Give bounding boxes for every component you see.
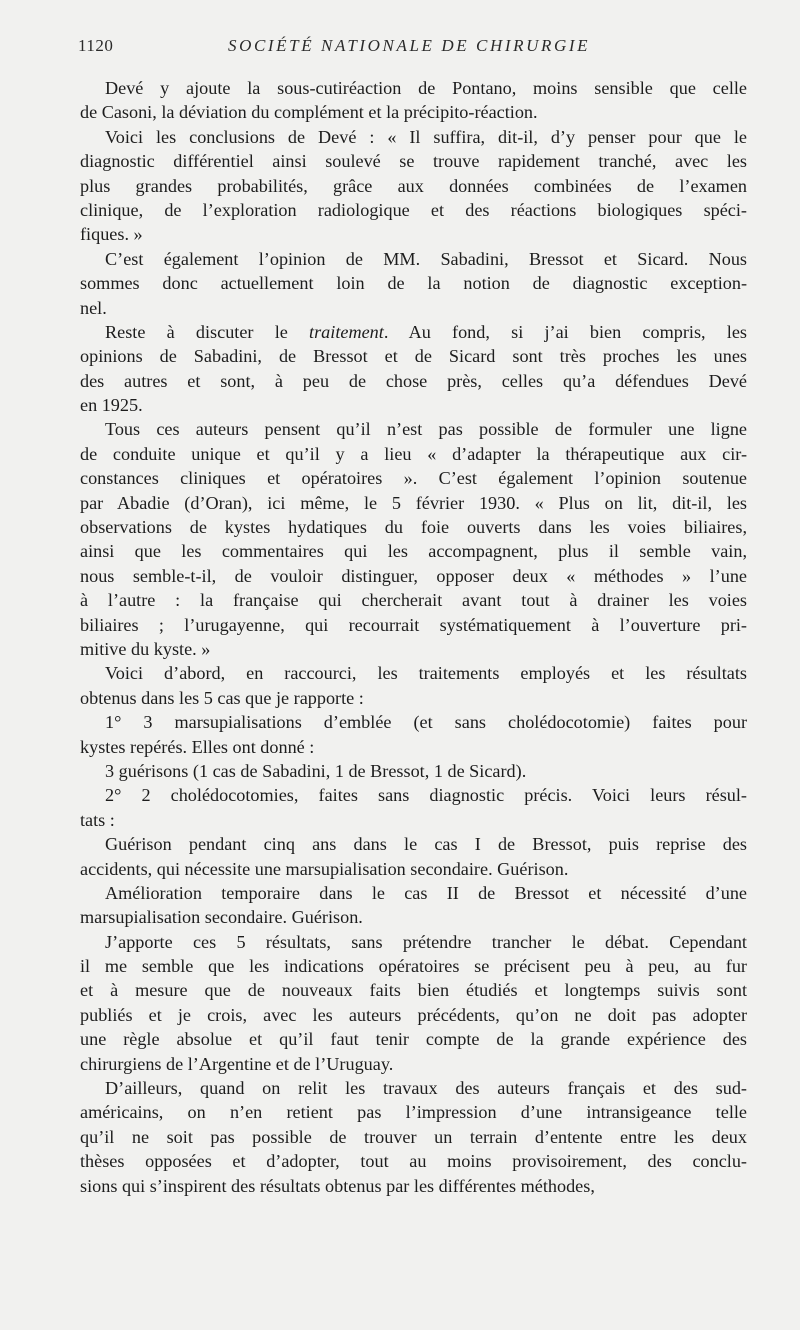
- paragraph: [80, 832, 747, 881]
- text-line: Devé y ajoute la sous-cutiréaction de Pontano, moins sensible que celle: [105, 78, 747, 98]
- text-line: Guérison pendant cinq ans dans le cas I de Bressot, puis reprise des: [105, 834, 747, 855]
- text-line: opinions de Sabadini, de Bressot et de Sicard sont très proches les unes: [80, 346, 747, 367]
- text-line: sions qui s’inspirent des résultats obtenus par les différentes méthodes,: [80, 1175, 595, 1196]
- text-line: diagnostic différentiel ainsi soulevé se trouve rapidement tranché, avec les: [80, 151, 747, 172]
- running-title: SOCIÉTÉ NATIONALE DE CHIRURGIE: [228, 36, 591, 55]
- text-line: observations de kystes hydatiques du foie ouverts dans les voies biliaires,: [80, 517, 747, 538]
- text-line: thèses opposées et d’adopter, tout au moins provisoirement, des conclu-: [80, 1151, 747, 1172]
- text-line: 3 guérisons (1 cas de Sabadini, 1 de Bressot, 1 de Sicard).: [105, 760, 527, 781]
- text-line: Voici d’abord, en raccourci, les traitements employés et les résultats: [105, 663, 747, 684]
- text-line: il me semble que les indications opératoires se précisent peu à peu, au fur: [80, 956, 747, 977]
- text-line: biliaires ; l’urugayenne, qui recourrait systématiquement à l’ouverture pri-: [80, 614, 747, 635]
- page-number: 1120: [78, 36, 114, 55]
- text-line: obtenus dans les 5 cas que je rapporte :: [80, 687, 364, 708]
- text-line: tats :: [80, 809, 115, 830]
- paragraph: [80, 247, 747, 320]
- text-line: marsupialisation secondaire. Guérison.: [80, 907, 363, 928]
- paragraph: [80, 759, 747, 783]
- text-line: de conduite unique et qu’il y a lieu « d’adapter la thérapeutique aux cir-: [80, 443, 747, 464]
- text-line: nous semble-t-il, de vouloir distinguer, opposer deux « méthodes » l’une: [80, 565, 747, 586]
- text-line: des autres et sont, à peu de chose près, celles qu’a défendues Devé: [80, 370, 747, 391]
- paragraph: [80, 661, 747, 710]
- paragraph: [80, 930, 747, 1076]
- text-line: D’ailleurs, quand on relit les travaux des auteurs français et des sud-: [105, 1078, 747, 1099]
- text-line: kystes repérés. Elles ont donné :: [80, 736, 315, 757]
- body-text: [80, 76, 747, 1198]
- paragraph: [80, 320, 747, 418]
- text-line: une règle absolue et qu’il faut tenir compte de la grande expérience des: [80, 1029, 747, 1050]
- paragraph: [80, 125, 747, 247]
- text-line: plus grandes probabilités, grâce aux données combinées de l’examen: [80, 175, 747, 196]
- text-line: en 1925.: [80, 395, 143, 416]
- text-line: 1° 3 marsupialisations d’emblée (et sans cholédocotomie) faites pour: [105, 712, 747, 733]
- paragraph: [80, 76, 747, 125]
- text-line: ainsi que les commentaires qui les accompagnent, plus il semble vain,: [80, 541, 747, 562]
- text-line: et à mesure que de nouveaux faits bien étudiés et longtemps suivis sont: [80, 980, 747, 1001]
- text-line: de Casoni, la déviation du complément et la précipito-réaction.: [80, 102, 538, 123]
- text-line: américains, on n’en retient pas l’impression d’une intransigeance telle: [80, 1102, 747, 1123]
- text-line: à l’autre : la française qui chercherait avant tout à drainer les voies: [80, 590, 747, 611]
- text-line: publiés et je crois, avec les auteurs précédents, qu’on ne doit pas adopter: [80, 1004, 747, 1025]
- text-line: Reste à discuter le traitement. Au fond, si j’ai bien compris, les: [105, 321, 747, 342]
- page-header: [78, 36, 748, 60]
- text-line: par Abadie (d’Oran), ici même, le 5 février 1930. « Plus on lit, dit-il, les: [80, 492, 747, 513]
- text-line: 2° 2 cholédocotomies, faites sans diagnostic précis. Voici leurs résul-: [105, 785, 747, 806]
- text-line: clinique, de l’exploration radiologique et des réactions biologiques spéci-: [80, 199, 747, 220]
- text-line: nel.: [80, 297, 107, 318]
- text-line: qu’il ne soit pas possible de trouver un terrain d’entente entre les deux: [80, 1126, 747, 1147]
- paragraph: [80, 1076, 747, 1198]
- text-line: J’apporte ces 5 résultats, sans prétendre trancher le débat. Cependant: [105, 931, 747, 952]
- paragraph: [80, 417, 747, 661]
- text-line: sommes donc actuellement loin de la notion de diagnostic exception-: [80, 273, 747, 294]
- text-line: accidents, qui nécessite une marsupialisation secondaire. Guérison.: [80, 858, 569, 879]
- text-line: C’est également l’opinion de MM. Sabadini, Bressot et Sicard. Nous: [105, 248, 747, 269]
- text-line: chirurgiens de l’Argentine et de l’Uruguay.: [80, 1053, 394, 1074]
- paragraph: [80, 783, 747, 832]
- text-line: Voici les conclusions de Devé : « Il suffira, dit-il, d’y penser pour que le: [105, 126, 747, 147]
- paragraph: [80, 710, 747, 759]
- text-line: Amélioration temporaire dans le cas II de Bressot et nécessité d’une: [105, 882, 747, 903]
- text-line: mitive du kyste. »: [80, 638, 211, 659]
- text-line: fiques. »: [80, 224, 143, 245]
- text-line: constances cliniques et opératoires ». C’est également l’opinion soutenue: [80, 468, 747, 489]
- paragraph: [80, 881, 747, 930]
- text-line: Tous ces auteurs pensent qu’il n’est pas possible de formuler une ligne: [105, 419, 747, 440]
